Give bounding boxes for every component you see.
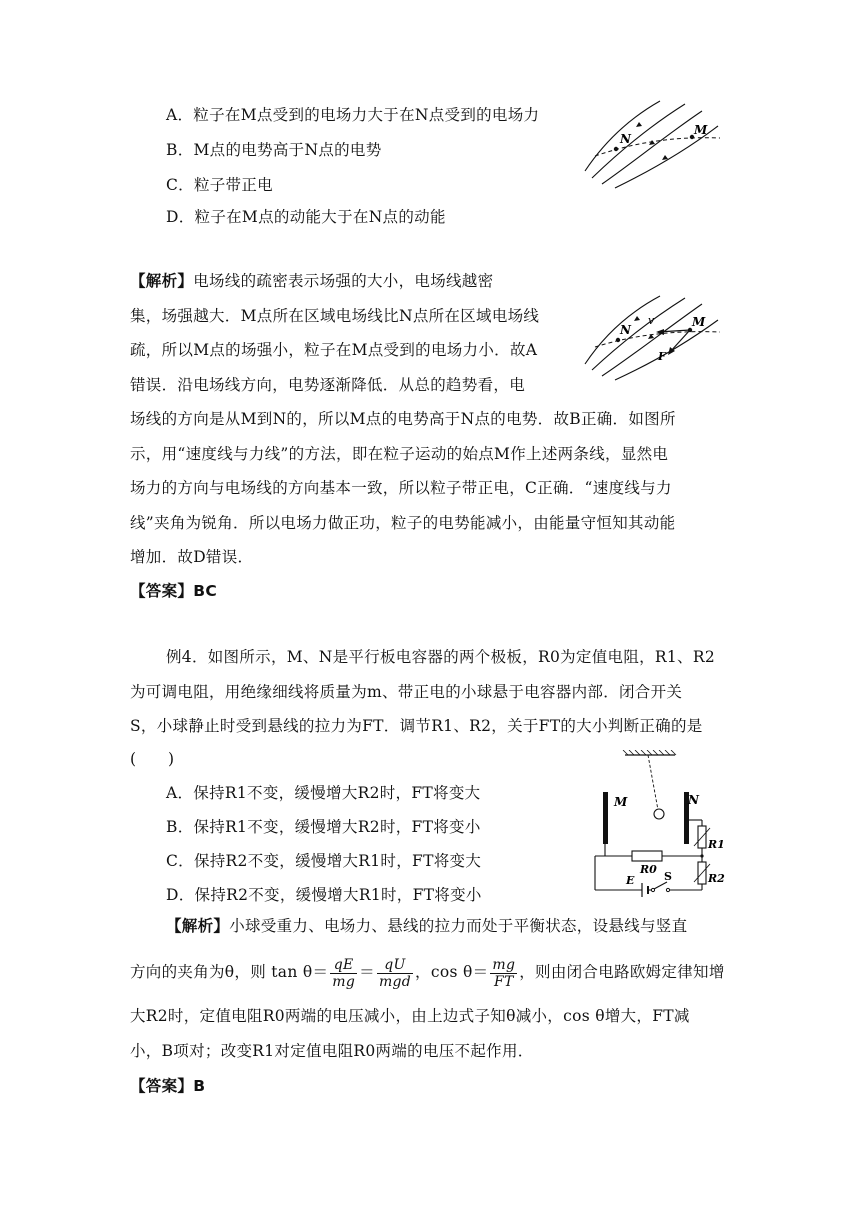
- analysis4-line-2b: ，cos θ＝: [415, 963, 489, 981]
- example4-line-3: S，小球静止时受到悬线的拉力为FT．调节R1、R2，关于FT的大小判断正确的是: [130, 717, 703, 735]
- q3-option-d: D．粒子在M点的动能大于在N点的动能: [166, 208, 446, 226]
- analysis4-line-4: 小，B项对；改变R1对定值电阻R0两端的电压不起作用．: [130, 1042, 534, 1060]
- field-lines-figure-1: [580, 96, 730, 191]
- example4-option-c: C．保持R2不变，缓慢增大R1时，FT将变大: [166, 852, 482, 870]
- q3-option-c: C．粒子带正电: [166, 176, 273, 194]
- analysis-tag: 【解析】: [166, 917, 230, 935]
- plate-label-n: N: [688, 793, 699, 807]
- answer-tag: 【答案】: [130, 582, 194, 600]
- example4-option-b: B．保持R1不变，缓慢增大R2时，FT将变小: [166, 818, 481, 836]
- analysis4-line-3: 大R2时，定值电阻R0两端的电压减小，由上边式子知θ减小，cos θ增大，FT减: [130, 1007, 690, 1025]
- analysis3-line-9: 增加．故D错误．: [130, 548, 254, 566]
- resistor-r1-label: R1: [708, 838, 725, 851]
- fig2-label-v: v: [648, 314, 655, 327]
- analysis3-line-2: 集，场强越大．M点所在区域电场线比N点所在区域电场线: [130, 307, 540, 325]
- analysis-tag: 【解析】: [130, 272, 194, 290]
- plate-label-m: M: [614, 795, 628, 809]
- fraction-qu-mgd: $\frac{qU}{\text{mgd}}$: [378, 956, 412, 990]
- circuit-figure: [590, 750, 740, 900]
- fig2-label-m: M: [692, 315, 706, 329]
- fig2-label-n: N: [620, 323, 631, 337]
- example4-line-4: ( ): [130, 750, 175, 768]
- fraction-qe-mg: $\frac{qE}{mg}$: [332, 956, 356, 990]
- answer-tag: 【答案】: [130, 1077, 194, 1095]
- answer-value: BC: [193, 582, 217, 600]
- field-lines-figure-2: [580, 292, 730, 382]
- analysis3-line-4: 错误．沿电场线方向，电势逐渐降低．从总的趋势看，电: [130, 376, 526, 394]
- analysis4-equation-line: 方向的夹角为θ，则 tan θ＝ $\frac{qE}{mg}$ ＝ $\frac{qU}{\text{mgd}}$ ，cos θ＝ $\frac{mg}{FT}$ ，则由闭合电路欧姆定律知增: [130, 956, 725, 990]
- fig2-label-f: F: [658, 350, 666, 363]
- example4-option-d: D．保持R2不变，缓慢增大R1时，FT将变小: [166, 886, 482, 904]
- answer-value: B: [193, 1077, 206, 1095]
- analysis4-line-2a: 方向的夹角为θ，则 tan θ＝: [130, 963, 329, 981]
- battery-e-label: E: [626, 874, 635, 887]
- switch-s-label: S: [664, 870, 672, 883]
- resistor-r0-label: R0: [640, 863, 657, 876]
- analysis4-line-1: 小球受重力、电场力、悬线的拉力而处于平衡状态，设悬线与竖直: [229, 917, 688, 935]
- fraction-mg-ft: $\frac{mg}{FT}$: [492, 956, 516, 990]
- fig1-label-n: N: [620, 132, 631, 146]
- example4-option-a: A．保持R1不变，缓慢增大R2时，FT将变大: [166, 784, 481, 802]
- example4-line-2: 为可调电阻，用绝缘细线将质量为m、带正电的小球悬于电容器内部．闭合开关: [130, 683, 683, 701]
- analysis4-line-2c: ，则由闭合电路欧姆定律知增: [519, 963, 725, 981]
- fig1-label-m: M: [694, 123, 708, 137]
- q3-option-a: A．粒子在M点受到的电场力大于在N点受到的电场力: [166, 106, 540, 124]
- resistor-r2-label: R2: [708, 872, 725, 885]
- analysis3-line-7: 场力的方向与电场线的方向基本一致，所以粒子带正电，C正确．“速度线与力: [130, 479, 672, 497]
- analysis3-line-8: 线”夹角为锐角．所以电场力做正功，粒子的电势能减小，由能量守恒知其动能: [130, 514, 676, 532]
- example4-line-1: 例4．如图所示，M、N是平行板电容器的两个极板，R0为定值电阻，R1、R2: [166, 648, 715, 666]
- analysis3-line-6: 示，用“速度线与力线”的方法，即在粒子运动的始点M作上述两条线，显然电: [130, 445, 669, 463]
- analysis3-line-5: 场线的方向是从M到N的，所以M点的电势高于N点的电势．故B正确．如图所: [130, 410, 676, 428]
- analysis3-line-1: 电场线的疏密表示场强的大小，电场线越密: [193, 272, 494, 290]
- analysis3-line-3: 疏，所以M点的场强小，粒子在M点受到的电场力小．故A: [130, 341, 538, 359]
- q3-option-b: B．M点的电势高于N点的电势: [166, 141, 382, 159]
